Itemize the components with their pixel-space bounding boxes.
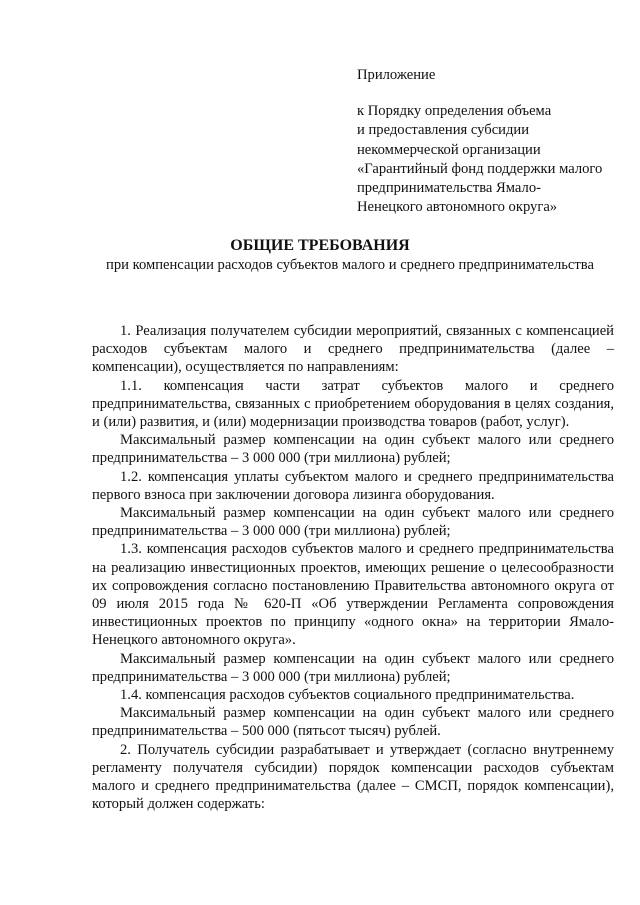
paragraph-1-3: 1.3. компенсация расходов субъектов малого и среднего предпринимательства на реализацию инвестиционных проектов, имеющих решение о целесообразности их сопровождения согласно постановлению Правительства автономного округа от 09 июля 2015 года № 620-П «Об утверждении Регламента сопровождения инвестиционных проектов по принципу «одного окна» на территории Ямало-Ненецкого автономного округа». <box>92 541 614 649</box>
paragraph-1: 1. Реализация получателем субсидии мероприятий, связанных с компенсацией расходов субъектам малого и среднего предпринимательства (далее – компенсации), осуществляется по направлениям: <box>92 323 614 376</box>
document-subtitle: при компенсации расходов субъектов малого и среднего предпринимательства <box>106 257 594 273</box>
paragraph-1-2: 1.2. компенсация уплаты субъектом малого и среднего предпринимательства первого взноса при заключении договора лизинга оборудования. <box>92 468 614 503</box>
appendix-line: «Гарантийный фонд поддержки малого <box>357 160 603 177</box>
appendix-line: и предоставления субсидии <box>357 122 530 139</box>
paragraph-1-3-max: Максимальный размер компенсации на один субъект малого или среднего предпринимательства – 3 000 000 (три миллиона) рублей; <box>92 650 614 685</box>
document-title-block <box>0 236 640 275</box>
appendix-line: предпринимательства Ямало- <box>357 180 541 197</box>
appendix-line: к Порядку определения объема <box>357 103 552 120</box>
paragraph-1-1: 1.1. компенсация части затрат субъектов малого и среднего предпринимательства, связанных с приобретением оборудования в целях создания, и (или) развития, и (или) модернизации производства товаров (работ, услуг). <box>92 377 614 431</box>
paragraph-1-2-max: Максимальный размер компенсации на один субъект малого или среднего предпринимательства – 3 000 000 (три миллиона) рублей; <box>92 505 614 540</box>
document-title: ОБЩИЕ ТРЕБОВАНИЯ <box>230 237 410 254</box>
appendix-heading: Приложение <box>357 67 436 83</box>
paragraph-1-4-max: Максимальный размер компенсации на один субъект малого или среднего предпринимательства – 500 000 (пятьсот тысяч) рублей. <box>92 705 614 740</box>
appendix-block <box>357 66 627 217</box>
document-body <box>92 322 614 813</box>
paragraph-1-4: 1.4. компенсация расходов субъектов социального предпринимательства. <box>120 687 575 704</box>
paragraph-2: 2. Получатель субсидии разрабатывает и утверждает (согласно внутреннему регламенту получателя субсидии) порядок компенсации расходов субъектам малого и среднего предпринимательства (далее – СМСП, порядок компенсации), который должен содержать: <box>92 741 614 813</box>
appendix-line: некоммерческой организации <box>357 141 541 158</box>
paragraph-1-1-max: Максимальный размер компенсации на один субъект малого или среднего предпринимательства – 3 000 000 (три миллиона) рублей; <box>92 432 614 467</box>
appendix-line: Ненецкого автономного округа» <box>357 199 558 216</box>
